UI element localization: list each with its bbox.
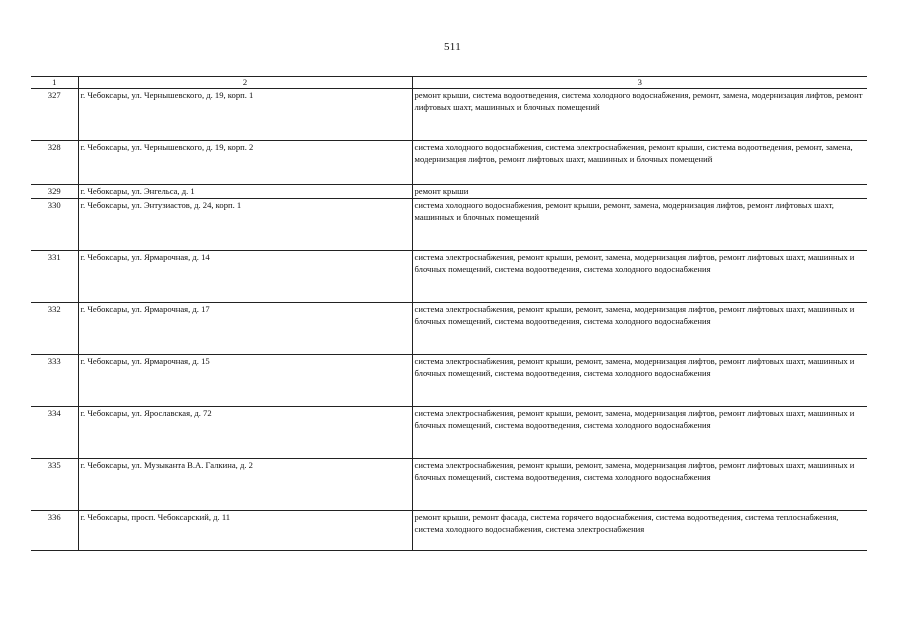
row-address: г. Чебоксары, ул. Энгельса, д. 1 bbox=[78, 185, 412, 199]
table-row bbox=[31, 407, 867, 459]
row-works: система электроснабжения, ремонт крыши, ремонт, замена, модернизация лифтов, ремонт лифтовых шахт, машинных и блочных помещений, система водоотведения, система холодного водоснабжения bbox=[412, 303, 867, 355]
column-header-number: 1 bbox=[31, 77, 78, 89]
table-row bbox=[31, 185, 867, 199]
row-works: система холодного водоснабжения, система электроснабжения, ремонт крыши, система водоотведения, ремонт, замена, модернизация лифтов, ремонт лифтовых шахт, машинных и блочных помещений bbox=[412, 141, 867, 185]
row-works: система электроснабжения, ремонт крыши, ремонт, замена, модернизация лифтов, ремонт лифтовых шахт, машинных и блочных помещений, система водоотведения, система холодного водоснабжения bbox=[412, 459, 867, 511]
row-number: 336 bbox=[31, 511, 78, 551]
row-works: ремонт крыши, ремонт фасада, система горячего водоснабжения, система водоотведения, система теплоснабжения, система холодного водоснабжения, система электроснабжения bbox=[412, 511, 867, 551]
row-number: 335 bbox=[31, 459, 78, 511]
table-row bbox=[31, 511, 867, 551]
table-row bbox=[31, 459, 867, 511]
row-works: система электроснабжения, ремонт крыши, ремонт, замена, модернизация лифтов, ремонт лифтовых шахт, машинных и блочных помещений, система водоотведения, система холодного водоснабжения bbox=[412, 407, 867, 459]
column-header-address: 2 bbox=[78, 77, 412, 89]
row-address: г. Чебоксары, ул. Ярмарочная, д. 15 bbox=[78, 355, 412, 407]
column-header-works: 3 bbox=[412, 77, 867, 89]
table-header-row bbox=[31, 77, 867, 89]
row-number: 330 bbox=[31, 199, 78, 251]
row-address: г. Чебоксары, просп. Чебоксарский, д. 11 bbox=[78, 511, 412, 551]
row-number: 327 bbox=[31, 89, 78, 141]
row-works: система холодного водоснабжения, ремонт крыши, ремонт, замена, модернизация лифтов, ремонт лифтовых шахт, машинных и блочных помещений bbox=[412, 199, 867, 251]
row-address: г. Чебоксары, ул. Энтузиастов, д. 24, корп. 1 bbox=[78, 199, 412, 251]
table-row bbox=[31, 355, 867, 407]
row-address: г. Чебоксары, ул. Музыканта В.А. Галкина, д. 2 bbox=[78, 459, 412, 511]
row-number: 329 bbox=[31, 185, 78, 199]
table-row bbox=[31, 89, 867, 141]
row-number: 331 bbox=[31, 251, 78, 303]
row-number: 333 bbox=[31, 355, 78, 407]
buildings-table bbox=[31, 76, 867, 551]
row-number: 332 bbox=[31, 303, 78, 355]
row-works: система электроснабжения, ремонт крыши, ремонт, замена, модернизация лифтов, ремонт лифтовых шахт, машинных и блочных помещений, система водоотведения, система холодного водоснабжения bbox=[412, 355, 867, 407]
table-row bbox=[31, 303, 867, 355]
row-works: ремонт крыши bbox=[412, 185, 867, 199]
row-address: г. Чебоксары, ул. Чернышевского, д. 19, корп. 2 bbox=[78, 141, 412, 185]
row-address: г. Чебоксары, ул. Ярмарочная, д. 14 bbox=[78, 251, 412, 303]
row-address: г. Чебоксары, ул. Ярмарочная, д. 17 bbox=[78, 303, 412, 355]
table-row bbox=[31, 251, 867, 303]
table-row bbox=[31, 199, 867, 251]
row-works: система электроснабжения, ремонт крыши, ремонт, замена, модернизация лифтов, ремонт лифтовых шахт, машинных и блочных помещений, система водоотведения, система холодного водоснабжения bbox=[412, 251, 867, 303]
row-number: 334 bbox=[31, 407, 78, 459]
row-address: г. Чебоксары, ул. Ярославская, д. 72 bbox=[78, 407, 412, 459]
page-number: 511 bbox=[444, 41, 461, 53]
row-works: ремонт крыши, система водоотведения, система холодного водоснабжения, ремонт, замена, модернизация лифтов, ремонт лифтовых шахт, машинных и блочных помещений bbox=[412, 89, 867, 141]
row-address: г. Чебоксары, ул. Чернышевского, д. 19, корп. 1 bbox=[78, 89, 412, 141]
table-row bbox=[31, 141, 867, 185]
row-number: 328 bbox=[31, 141, 78, 185]
